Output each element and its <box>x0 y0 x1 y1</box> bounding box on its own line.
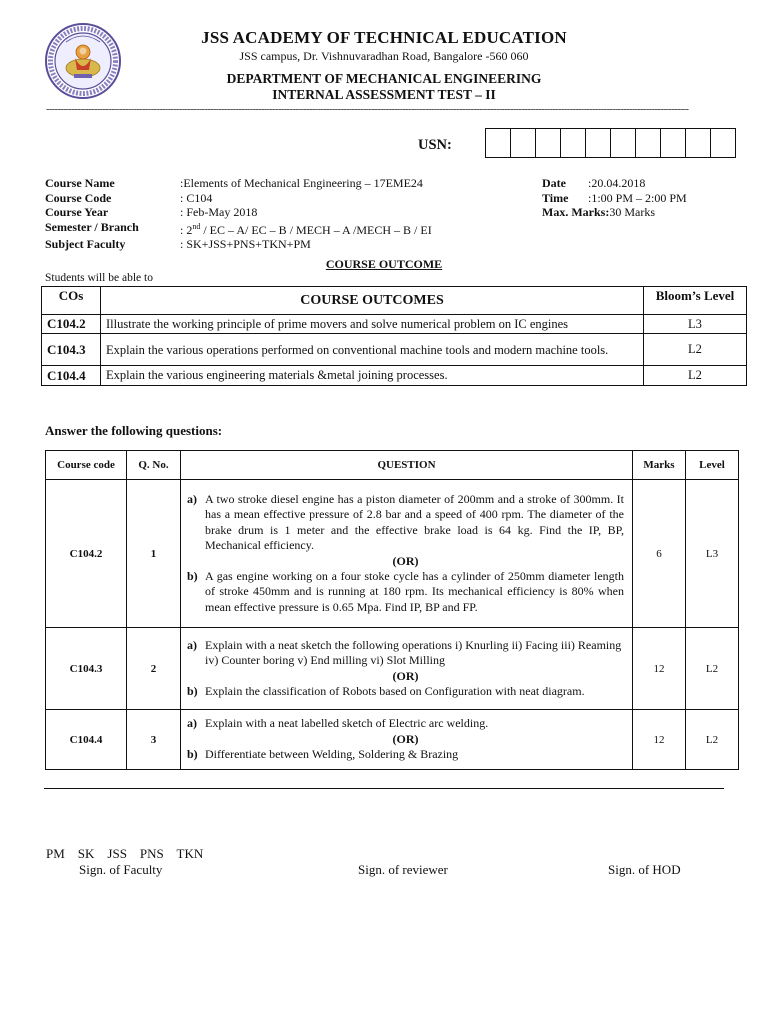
usn-box <box>661 129 686 157</box>
usn-boxes <box>485 128 736 158</box>
exam-info <box>542 176 687 220</box>
usn-box <box>686 129 711 157</box>
questions-instruction: Answer the following questions: <box>45 423 223 438</box>
course-name-value: :Elements of Mechanical Engineering – 17EME24 <box>180 176 423 190</box>
q-number: 2 <box>127 628 181 710</box>
option-key: b) <box>187 747 198 762</box>
question-text <box>181 480 633 628</box>
option-b-text: A gas engine working on a four stoke cycle has a cylinder of 250mm diameter length of stroke 450mm and is running at 180 rpm. Its mechanical efficiency is 80% when mean effective pressure is 0.65 Mpa. Find IP, BP and FP. <box>205 568 624 614</box>
faculty-initials: PM SK JSS PNS TKN <box>46 846 204 861</box>
or-label: (OR) <box>392 553 419 568</box>
semester-branches: / EC – A/ EC – B / MECH – A /MECH – B / EI <box>200 222 432 237</box>
q-number: 1 <box>127 480 181 628</box>
course-name-label: Course Name <box>45 176 115 190</box>
sign-reviewer: Sign. of reviewer <box>358 862 448 877</box>
q-header-course-code: Course code <box>46 451 127 480</box>
semester-prefix: : 2 <box>180 222 193 237</box>
option-key: a) <box>187 491 197 506</box>
option-b-text: Differentiate between Welding, Soldering & Brazing <box>205 747 459 762</box>
q-level: L2 <box>686 710 739 770</box>
header-divider: ----------------------------------------------------------------------------------------------------------------------------------------------------------------------------------------------------------------------------------- <box>46 104 689 115</box>
q-header-level: Level <box>686 451 739 480</box>
time-value: :1:00 PM – 2:00 PM <box>588 190 687 205</box>
q-level: L3 <box>686 480 739 628</box>
option-a-text: A two stroke diesel engine has a piston diameter of 200mm and a stroke of 300mm. It has a mean effective pressure of 2.8 bar and a speed of 400 rpm. The diameter of the brake drum is 1 meter and the effective brake load is 64 kg. Find the IP, BP, Mechanical efficiency. <box>205 491 624 553</box>
date-value: :20.04.2018 <box>588 176 646 190</box>
test-title: INTERNAL ASSESSMENT TEST – II <box>272 87 496 102</box>
course-outcome-heading: COURSE OUTCOME <box>325 257 443 271</box>
q-marks: 12 <box>633 628 686 710</box>
date-label: Date <box>542 176 566 190</box>
option-key: b) <box>187 683 198 698</box>
semester-sup: nd <box>192 221 201 231</box>
course-year-value: : Feb-May 2018 <box>180 205 258 219</box>
co-level: L2 <box>644 334 747 366</box>
co-code: C104.2 <box>42 315 101 334</box>
table-row <box>42 315 747 334</box>
co-level: L2 <box>644 366 747 386</box>
table-row <box>46 628 739 710</box>
faculty-value: : SK+JSS+PNS+TKN+PM <box>180 237 311 251</box>
or-label: (OR) <box>392 731 419 746</box>
question-text <box>181 628 633 710</box>
semester-label: Semester / Branch <box>45 219 139 234</box>
q-header-marks: Marks <box>633 451 686 480</box>
co-header-outcomes: COURSE OUTCOMES <box>101 287 644 315</box>
table-row <box>42 366 747 386</box>
option-b-text: Explain the classification of Robots based on Configuration with neat diagram. <box>205 683 585 698</box>
co-text: Explain the various operations performed on conventional machine tools and modern machine tools. <box>101 334 644 366</box>
course-year-label: Course Year <box>45 205 109 219</box>
option-key: a) <box>187 716 197 731</box>
option-a-text: Explain with a neat labelled sketch of Electric arc welding. <box>205 716 489 731</box>
option-key: a) <box>187 637 197 652</box>
department-name: DEPARTMENT OF MECHANICAL ENGINEERING <box>226 71 542 86</box>
course-info <box>45 176 432 252</box>
q-course-code: C104.2 <box>46 480 127 628</box>
questions-table <box>45 450 739 770</box>
usn-box <box>486 129 511 157</box>
option-key: b) <box>187 568 198 583</box>
usn-box <box>636 129 661 157</box>
usn-box <box>611 129 636 157</box>
co-code: C104.3 <box>42 334 101 366</box>
option-a-text: Explain with a neat sketch the following operations i) Knurling ii) Facing iii) Reaming iv) Counter boring v) End milling vi) Slot Milling <box>205 637 622 668</box>
q-marks: 6 <box>633 480 686 628</box>
q-header-qno: Q. No. <box>127 451 181 480</box>
q-level: L2 <box>686 628 739 710</box>
usn-box <box>511 129 536 157</box>
usn-box <box>711 129 735 157</box>
question-text <box>181 710 633 770</box>
q-marks: 12 <box>633 710 686 770</box>
max-marks-label: Max. Marks: <box>542 205 610 219</box>
table-row <box>46 710 739 770</box>
footer-divider <box>44 788 724 789</box>
sign-hod: Sign. of HOD <box>608 862 681 877</box>
table-row <box>46 480 739 628</box>
usn-box <box>586 129 611 157</box>
co-text: Explain the various engineering materials &metal joining processes. <box>101 366 644 386</box>
usn-box <box>536 129 561 157</box>
course-outcome-intro: Students will be able to <box>45 272 153 284</box>
q-number: 3 <box>127 710 181 770</box>
institution-name: JSS ACADEMY OF TECHNICAL EDUCATION <box>201 28 567 47</box>
semester-value <box>180 220 432 238</box>
or-label: (OR) <box>392 668 419 683</box>
course-outcome-table <box>41 286 747 386</box>
q-course-code: C104.3 <box>46 628 127 710</box>
co-header-cos: COs <box>42 287 101 315</box>
institution-address: JSS campus, Dr. Vishnuvaradhan Road, Bangalore -560 060 <box>239 49 529 63</box>
faculty-label: Subject Faculty <box>45 237 126 251</box>
co-text: Illustrate the working principle of prime movers and solve numerical problem on IC engines <box>101 315 644 334</box>
time-label: Time <box>542 190 569 205</box>
q-course-code: C104.4 <box>46 710 127 770</box>
co-level: L3 <box>644 315 747 334</box>
usn-box <box>561 129 586 157</box>
usn-label: USN: <box>418 137 452 153</box>
table-row <box>42 334 747 366</box>
course-code-value: : C104 <box>180 190 213 205</box>
q-header-question: QUESTION <box>181 451 633 480</box>
course-code-label: Course Code <box>45 190 112 205</box>
co-code: C104.4 <box>42 366 101 386</box>
sign-faculty: Sign. of Faculty <box>79 862 163 877</box>
max-marks-value: 30 Marks <box>609 205 655 219</box>
co-header-bloom: Bloom’s Level <box>644 287 747 315</box>
